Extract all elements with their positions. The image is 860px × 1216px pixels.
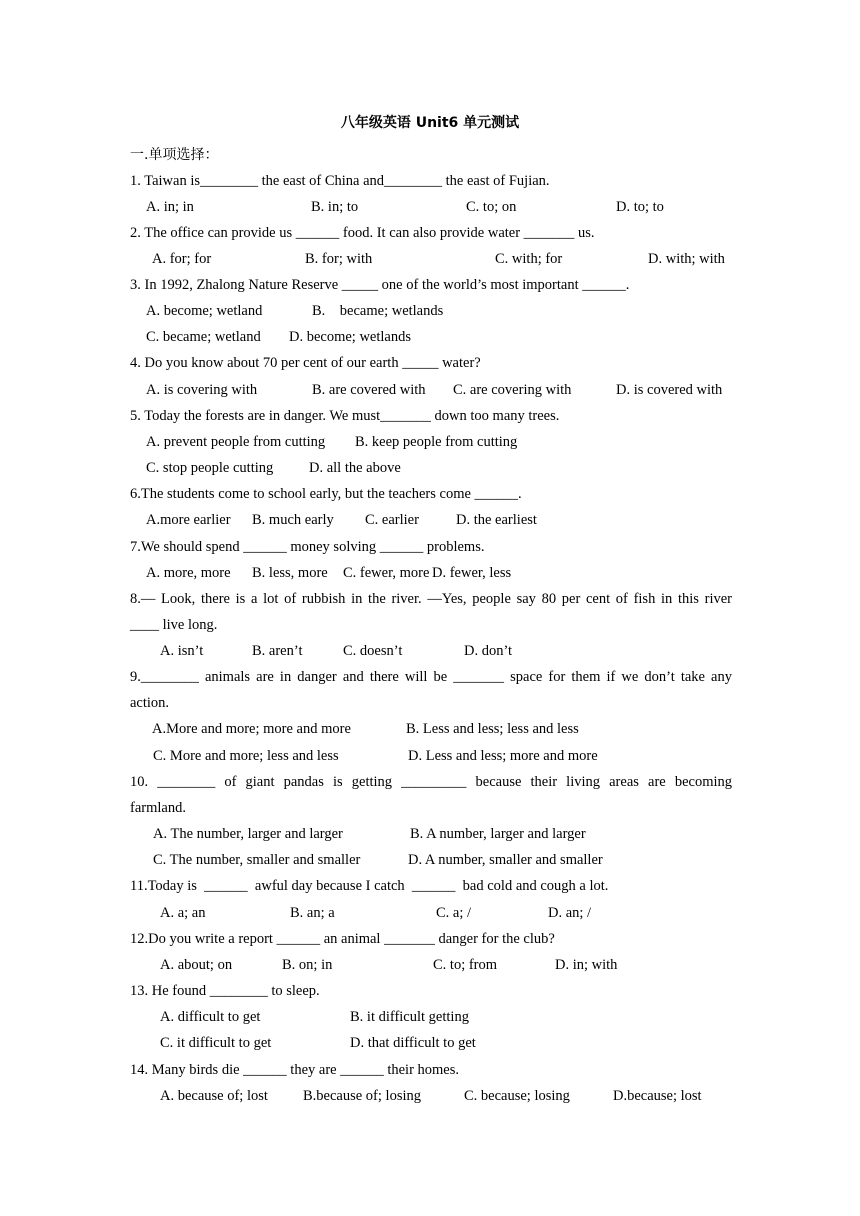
option-d: D. to; to [616,199,664,215]
option-b: B. aren’t [252,643,303,659]
option-b: B. became; wetlands [312,303,444,319]
option-d: D. all the above [309,460,401,476]
option-c: C. with; for [495,251,563,267]
option-b: B. in; to [311,199,359,215]
option-a: A. isn’t [160,643,204,659]
option-b: B. for; with [305,251,373,267]
option-c: C. it difficult to get [160,1035,272,1051]
option-c: C. to; on [466,199,517,215]
option-c: C. More and more; less and less [153,748,339,764]
option-c: C. because; losing [464,1088,570,1104]
question-stem: 1. Taiwan is________ the east of China and________ the east of Fujian. [130,173,550,189]
question-stem: 13. He found ________ to sleep. [130,983,320,999]
option-d: D. A number, smaller and smaller [408,852,603,868]
page-title: 八年级英语 Unit6 单元测试 [340,115,520,131]
option-d: D. become; wetlands [289,329,412,345]
option-d: D. the earliest [456,512,537,528]
option-b: B. A number, larger and larger [410,826,586,842]
question-stem: 11.Today is ______ awful day because I catch ______ bad cold and cough a lot. [130,878,609,894]
question-stem: 5. Today the forests are in danger. We must_______ down too many trees. [130,408,560,424]
option-b: B. much early [252,512,334,528]
option-c: C. to; from [433,957,498,973]
option-a: A. is covering with [146,382,258,398]
option-a: A. difficult to get [160,1009,261,1025]
question-stem: 6.The students come to school early, but the teachers come ______. [130,486,522,502]
option-d: D. in; with [555,957,618,973]
option-d: D. with; with [648,251,725,267]
option-b: B. on; in [282,957,333,973]
option-d: D. fewer, less [432,565,512,581]
option-a: A. about; on [160,957,233,973]
question-stem: 14. Many birds die ______ they are ______ their homes. [130,1062,460,1078]
question-stem: 4. Do you know about 70 per cent of our earth _____ water? [130,355,481,371]
option-a: A.more earlier [146,512,231,528]
option-d: D.because; lost [613,1088,702,1104]
option-a: A. more, more [146,565,231,581]
question-stem: 12.Do you write a report ______ an animal _______ danger for the club? [130,931,555,947]
option-b: B.because of; losing [303,1088,421,1104]
option-a: A. in; in [146,199,194,215]
option-d: D. Less and less; more and more [408,748,598,764]
question-stem: 10. ________ of giant pandas is getting _________ because their living areas are becoming [130,774,732,790]
option-a: A. because of; lost [160,1088,268,1104]
option-a: A. for; for [152,251,212,267]
option-a: A. a; an [160,905,206,921]
question-stem-continued: ____ live long. [130,617,218,633]
section-heading: 一.单项选择： [130,147,219,163]
option-a: A. The number, larger and larger [153,826,343,842]
question-stem: 9.________ animals are in danger and there will be _______ space for them if we don’t take any [130,669,732,685]
option-c: C. a; / [436,905,472,921]
option-b: B. an; a [290,905,335,921]
option-b: B. are covered with [312,382,426,398]
question-stem: 2. The office can provide us ______ food. It can also provide water _______ us. [130,225,595,241]
option-c: C. stop people cutting [146,460,274,476]
option-c: C. The number, smaller and smaller [153,852,361,868]
option-d: D. that difficult to get [350,1035,476,1051]
question-stem: 8.— Look, there is a lot of rubbish in the river. —Yes, people say 80 per cent of fish in this river [130,591,732,607]
question-stem: 7.We should spend ______ money solving ______ problems. [130,539,485,555]
option-d: D. an; / [548,905,592,921]
question-stem-continued: action. [130,695,170,711]
question-stem-continued: farmland. [130,800,186,816]
option-a: A. prevent people from cutting [146,434,326,450]
option-b: B. keep people from cutting [355,434,518,450]
option-c: C. are covering with [453,382,572,398]
option-c: C. earlier [365,512,419,528]
option-c: C. fewer, more [343,565,430,581]
option-d: D. is covered with [616,382,723,398]
option-b: B. Less and less; less and less [406,721,579,737]
option-c: C. became; wetland [146,329,261,345]
option-a: A.More and more; more and more [152,721,351,737]
question-stem: 3. In 1992, Zhalong Nature Reserve _____ one of the world’s most important ______. [130,277,630,293]
option-d: D. don’t [464,643,513,659]
option-a: A. become; wetland [146,303,263,319]
option-b: B. it difficult getting [350,1009,469,1025]
option-b: B. less, more [252,565,328,581]
option-c: C. doesn’t [343,643,403,659]
